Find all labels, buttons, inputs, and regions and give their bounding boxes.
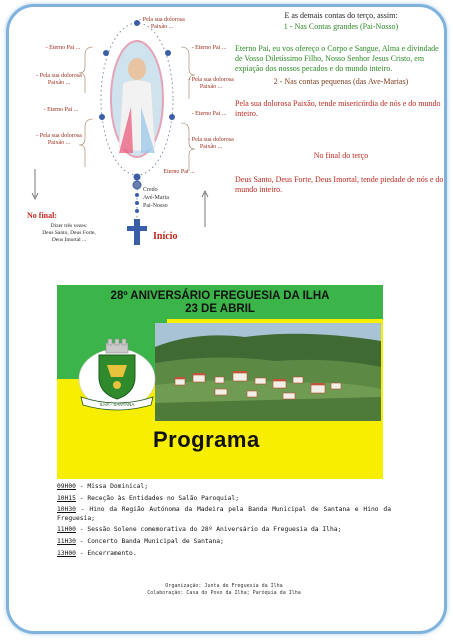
schedule-text: - Receção às Entidades no Salão Paroquial; xyxy=(75,494,239,502)
village-photo xyxy=(155,323,381,421)
label-right-2: - Pela sua dolorosa Paixão ... xyxy=(188,77,234,90)
credits-footer xyxy=(57,583,391,596)
page-frame xyxy=(6,4,447,634)
inicio-label: Início xyxy=(153,231,178,242)
bead xyxy=(165,50,171,56)
bead xyxy=(135,193,139,197)
programa-heading: Programa xyxy=(153,427,260,452)
schedule-text: - Missa Dominical; xyxy=(75,483,148,490)
bead xyxy=(134,174,141,181)
final-text-line: Dizer três vezes: xyxy=(50,223,88,229)
schedule-text: - Hino da Região Autónoma da Madeira pela Banda Municipal de Santana e Hino da Freguesia; xyxy=(57,506,391,522)
final-title: No final do terço xyxy=(313,151,369,160)
schedule-item xyxy=(57,483,391,491)
parish-crest-drawing xyxy=(77,337,157,417)
parish-crest xyxy=(77,337,157,417)
schedule-item xyxy=(57,550,391,558)
prayers-text xyxy=(235,11,447,199)
schedule-item xyxy=(57,526,391,534)
bead xyxy=(103,50,109,56)
schedule-time: 11H30 xyxy=(57,537,76,545)
cross-icon xyxy=(127,226,147,231)
prayers-step1: 1 - Nas Contas grandes (Pai-Nosso) xyxy=(283,22,399,31)
label-right-4: - Pela sua dolorosa Paixão ... xyxy=(188,137,234,150)
label-left-1: - Eterno Pai ... xyxy=(45,45,81,51)
rosary-medal xyxy=(133,181,141,189)
schedule-time: 13H00 xyxy=(57,549,76,557)
bead xyxy=(135,209,139,213)
credits-collaboration: Colaboração: Casa do Povo da Ilha; Paróquia da Ilha xyxy=(147,589,301,596)
schedule-item xyxy=(57,538,391,546)
final-text xyxy=(35,223,103,244)
poster-title xyxy=(57,290,383,315)
village-photo-drawing xyxy=(155,323,381,421)
schedule-text: - Encerramento. xyxy=(75,549,137,557)
bead xyxy=(169,114,175,120)
crest-banner-text: ILHA - SANTANA xyxy=(99,402,135,407)
bead xyxy=(99,114,105,120)
schedule-time: 11H00 xyxy=(57,526,76,534)
prayers-intro: E as demais contas do terço, assim: xyxy=(284,11,398,20)
brace-right xyxy=(181,47,195,99)
bead xyxy=(135,201,139,205)
event-schedule xyxy=(57,483,391,561)
schedule-time: 09H00 xyxy=(57,483,76,490)
schedule-item xyxy=(57,506,391,522)
credits-organization: Organização: Junta de Freguesia da Ilha xyxy=(165,583,283,589)
schedule-text: - Concerto Banda Municipal de Santana; xyxy=(75,537,224,545)
label-top: - Pela sua dolorosa Paixão ... xyxy=(139,17,185,30)
prayers-step2: 2 - Nas contas pequenas (das Ave-Marias) xyxy=(273,77,409,86)
poster-title-line1: 28º ANIVERSÁRIO FREGUESIA DA ILHA xyxy=(110,290,330,302)
poster-title-line2: 23 DE ABRIL xyxy=(185,302,255,315)
final-label: No final: xyxy=(27,211,57,220)
schedule-time: 10H15 xyxy=(57,494,76,502)
label-left-3: - Eterno Pai ... xyxy=(43,107,79,113)
label-right-1: - Eterno Pai ... xyxy=(191,45,227,51)
schedule-time: 10H30 xyxy=(57,506,76,514)
label-eterno-pai-bottom: Eterno Pai ... xyxy=(163,169,195,175)
label-credo: Credo xyxy=(143,187,158,193)
final-text-line: Deus Santo, Deus Forte, xyxy=(42,229,96,236)
jesus-face xyxy=(128,58,146,80)
label-left-4: - Pela sua dolorosa Paixão ... xyxy=(36,133,82,146)
schedule-text: - Sessão Solene comemorativa do 28º Aniversário da Freguesia da Ilha; xyxy=(75,526,342,534)
label-left-2: - Pela sua dolorosa Paixão ... xyxy=(36,73,82,86)
label-pai-nosso: Pai-Nosso xyxy=(143,203,168,209)
final-text-line: Deus Imortal ... xyxy=(51,236,87,243)
cross-icon xyxy=(134,219,140,245)
event-poster xyxy=(57,285,383,479)
prayer-dolorosa: Pela sua dolorosa Paixão, tende misericórdia de nós e do mundo inteiro. xyxy=(235,99,441,118)
label-right-3: - Eterno Pai ... xyxy=(191,111,227,117)
schedule-item xyxy=(57,495,391,503)
label-ave-maria: Avé-Maria xyxy=(143,195,169,201)
prayer-deus-santo: Deus Santo, Deus Forte, Deus Imortal, tende piedade de nós e do mundo inteiro. xyxy=(235,175,444,194)
prayer-eterno-pai: Eterno Pai, eu vos ofereço o Corpo e Sangue, Alma e divindade de Vosso Diletíssimo Filho, Nosso Senhor Jesus Cristo, em expiação dos nossos pecados e do mundo inteiro. xyxy=(235,44,439,73)
